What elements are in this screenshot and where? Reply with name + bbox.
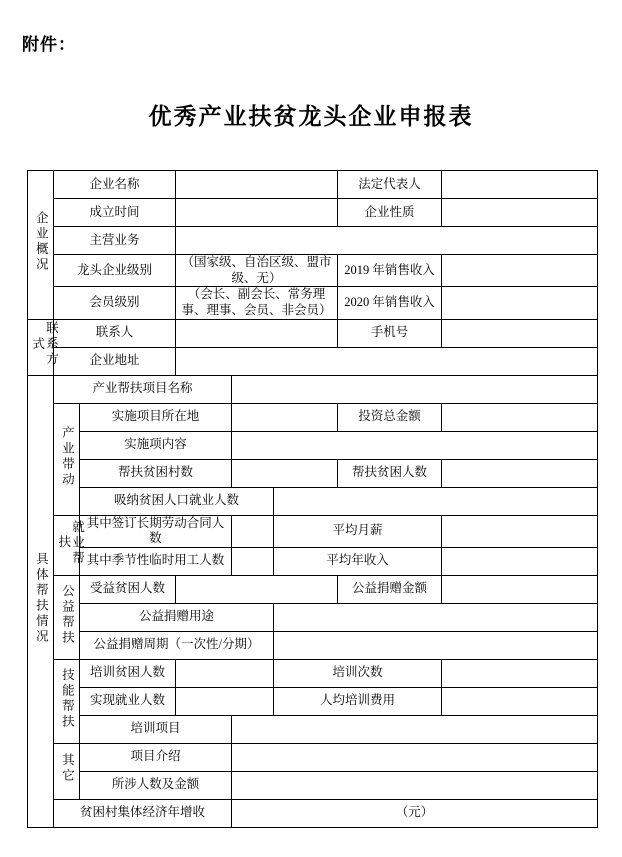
table-row [28, 227, 598, 255]
table-row [28, 659, 598, 687]
value-training-project[interactable] [232, 715, 598, 743]
section-label-drive: 产业带动 [54, 403, 80, 515]
value-company-address[interactable] [176, 347, 598, 375]
value-trained-poor[interactable] [176, 659, 274, 687]
label-company-address: 企业地址 [54, 347, 176, 375]
value-employed-achieved[interactable] [176, 687, 274, 715]
label-company-nature: 企业性质 [338, 199, 442, 227]
value-long-term-contract[interactable] [232, 515, 274, 547]
value-main-business[interactable] [176, 227, 598, 255]
label-project-name: 产业帮扶项目名称 [54, 375, 232, 403]
value-benefited-poor[interactable] [176, 575, 338, 603]
section-label-overview: 企业概况 [28, 171, 54, 320]
value-company-name[interactable] [176, 171, 338, 199]
label-seasonal-workers: 其中季节性临时用工人数 [80, 547, 232, 575]
table-row [28, 547, 598, 575]
label-main-business: 主营业务 [54, 227, 176, 255]
label-avg-annual-income: 平均年收入 [274, 547, 442, 575]
label-leader-level: 龙头企业级别 [54, 255, 176, 287]
value-contact-person[interactable] [176, 319, 338, 347]
table-row [28, 715, 598, 743]
label-total-investment: 投资总金额 [338, 403, 442, 431]
value-sales-2019[interactable] [442, 255, 598, 287]
table-row [28, 375, 598, 403]
section-label-contact: 联系方式 [28, 319, 54, 375]
label-people-and-amount: 所涉人数及金额 [80, 771, 232, 799]
label-project-content: 实施项内容 [80, 431, 232, 459]
label-establish-time: 成立时间 [54, 199, 176, 227]
table-row [28, 515, 598, 547]
table-row [28, 687, 598, 715]
value-project-intro[interactable] [232, 743, 598, 771]
note-leader-level: （国家级、自治区级、盟市级、无） [176, 255, 338, 287]
table-row [28, 403, 598, 431]
table-row [28, 319, 598, 347]
value-employed-poor[interactable] [274, 487, 598, 515]
label-training-times: 培训次数 [274, 659, 442, 687]
table-row [28, 431, 598, 459]
table-row [28, 287, 598, 319]
label-benefited-poor: 受益贫困人数 [80, 575, 176, 603]
section-label-detail: 具体帮扶情况 [28, 375, 54, 827]
value-total-investment[interactable] [442, 403, 598, 431]
section-label-other: 其它 [54, 743, 80, 799]
value-project-location[interactable] [232, 403, 338, 431]
value-establish-time[interactable] [176, 199, 338, 227]
label-company-name: 企业名称 [54, 171, 176, 199]
value-donation-purpose[interactable] [274, 603, 598, 631]
label-legal-rep: 法定代表人 [338, 171, 442, 199]
value-project-name[interactable] [232, 375, 598, 403]
label-mobile: 手机号 [338, 319, 442, 347]
note-member-level: （会长、副会长、常务理事、理事、会员、非会员） [176, 287, 338, 319]
table-row [28, 171, 598, 199]
value-helped-people[interactable] [442, 459, 598, 487]
value-donation-amount[interactable] [442, 575, 598, 603]
table-row [28, 603, 598, 631]
table-row [28, 771, 598, 799]
table-row [28, 743, 598, 771]
label-sales-2020: 2020 年销售收入 [338, 287, 442, 319]
value-per-capita-training-cost[interactable] [442, 687, 598, 715]
label-donation-amount: 公益捐赠金额 [338, 575, 442, 603]
label-employed-achieved: 实现就业人数 [80, 687, 176, 715]
table-row [28, 575, 598, 603]
label-project-intro: 项目介绍 [80, 743, 232, 771]
label-helped-villages: 帮扶贫困村数 [80, 459, 232, 487]
table-row [28, 199, 598, 227]
label-long-term-contract: 其中签订长期劳动合同人数 [80, 515, 232, 547]
value-training-times[interactable] [442, 659, 598, 687]
label-village-collective-income: 贫困村集体经济年增收 [54, 799, 232, 827]
value-sales-2020[interactable] [442, 287, 598, 319]
value-seasonal-workers[interactable] [232, 547, 274, 575]
label-member-level: 会员级别 [54, 287, 176, 319]
page-title: 优秀产业扶贫龙头企业申报表 [148, 104, 474, 129]
value-donation-cycle[interactable] [274, 631, 598, 659]
label-sales-2019: 2019 年销售收入 [338, 255, 442, 287]
section-label-public-welfare: 公益帮扶 [54, 575, 80, 659]
value-avg-monthly-salary[interactable] [442, 515, 598, 547]
application-form-table [27, 170, 598, 828]
attachment-label: 附件： [22, 35, 76, 54]
table-row [28, 347, 598, 375]
value-mobile[interactable] [442, 319, 598, 347]
value-village-collective-income-unit[interactable]: （元） [232, 799, 598, 827]
label-employed-poor: 吸纳贫困人口就业人数 [80, 487, 274, 515]
value-legal-rep[interactable] [442, 171, 598, 199]
label-avg-monthly-salary: 平均月薪 [274, 515, 442, 547]
label-per-capita-training-cost: 人均培训费用 [274, 687, 442, 715]
label-contact-person: 联系人 [54, 319, 176, 347]
label-trained-poor: 培训贫困人数 [80, 659, 176, 687]
label-helped-people: 帮扶贫困人数 [338, 459, 442, 487]
table-row [28, 459, 598, 487]
section-label-employment: 就业帮扶 [54, 515, 80, 575]
section-label-skills: 技能帮扶 [54, 659, 80, 743]
label-training-project: 培训项目 [80, 715, 232, 743]
value-people-and-amount[interactable] [232, 771, 598, 799]
value-helped-villages[interactable] [232, 459, 338, 487]
label-donation-purpose: 公益捐赠用途 [80, 603, 274, 631]
table-row [28, 799, 598, 827]
table-row [28, 487, 598, 515]
value-avg-annual-income[interactable] [442, 547, 598, 575]
value-company-nature[interactable] [442, 199, 598, 227]
table-row [28, 631, 598, 659]
value-project-content[interactable] [232, 431, 598, 459]
table-row [28, 255, 598, 287]
label-project-location: 实施项目所在地 [80, 403, 232, 431]
label-donation-cycle: 公益捐赠周期（一次性/分期） [80, 631, 274, 659]
